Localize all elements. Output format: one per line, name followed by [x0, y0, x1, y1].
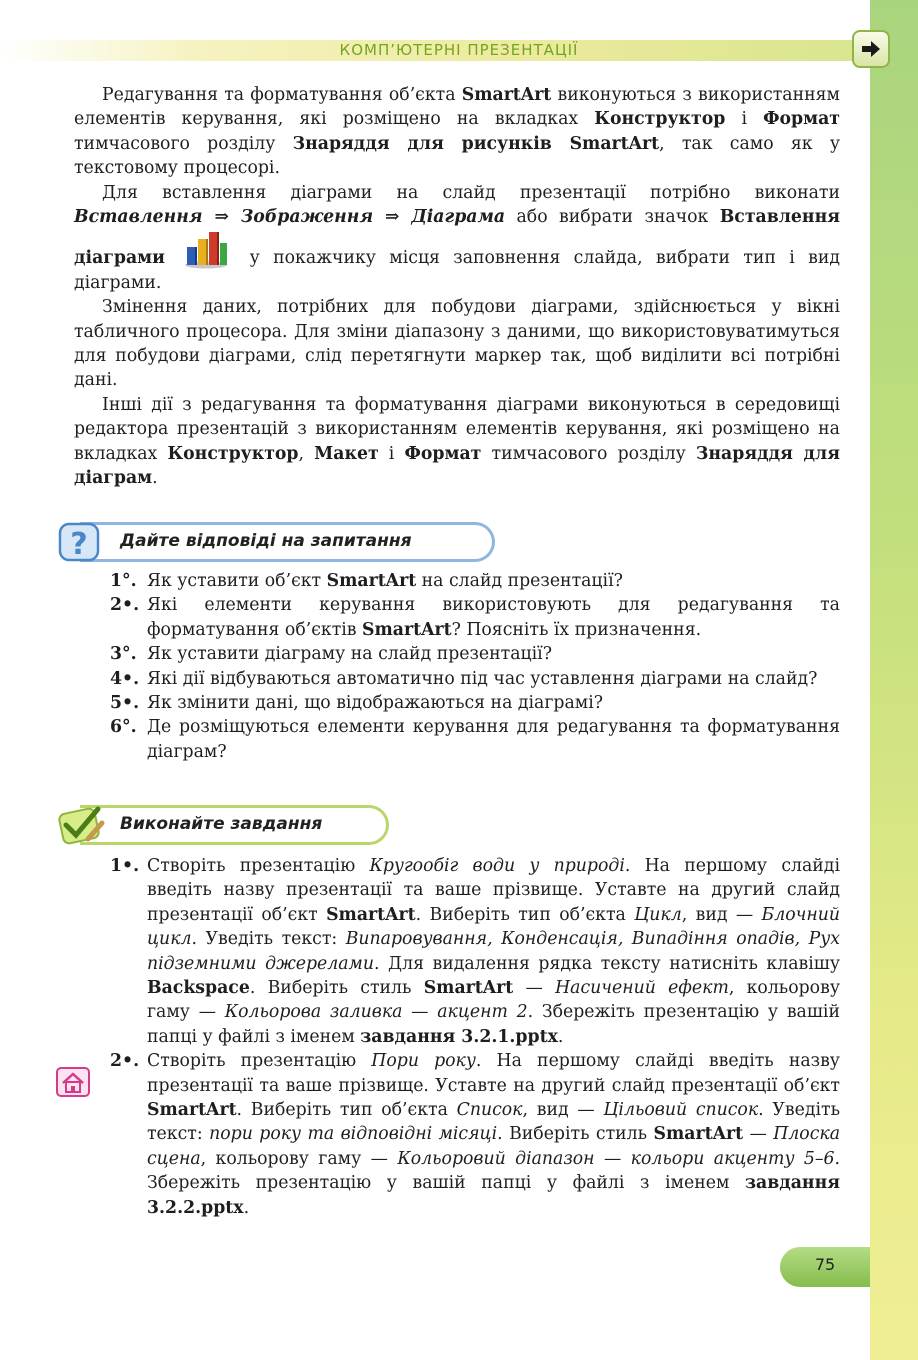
text-run: . — [243, 1197, 250, 1218]
text-run: Де розміщуються елементи керування для редагування та форматування діаграм? — [147, 717, 840, 762]
text-run: Які елементи керування використовують для редагування та форматування об’єктів — [147, 595, 840, 640]
page-number: 75 — [780, 1247, 870, 1287]
text-run: . Уведіть текст: — [147, 1100, 840, 1145]
text-run: SmartArt — [362, 619, 452, 640]
tasks-title: Виконайте завдання — [120, 814, 323, 834]
question-number: 2•. — [110, 595, 140, 616]
checkmark-pencil-icon — [58, 805, 106, 845]
text-run: завдання 3.2.2.pptx — [147, 1173, 840, 1218]
task-text — [147, 1051, 840, 1217]
text-run: , кольорову гаму — — [147, 978, 840, 1023]
text-run: , — [298, 443, 315, 464]
text-run: Змінення даних, потрібних для побудови діаграми, здійснюється у вікні табличного процесора. Для зміни діапазону з даними, що використовуватимуться для побудови діаграми, слід перетягнути маркер так, щоб виділити всі потрібні дані. — [74, 297, 840, 391]
tasks-section-header — [58, 805, 393, 843]
text-run: у покажчику місця заповнення слайда, вибрати тип і вид діаграми. — [74, 248, 840, 293]
text-run: Плоска сцена — [147, 1124, 840, 1169]
text-run: Редагування та форматування об’єкта — [102, 85, 462, 105]
question-number: 3°. — [110, 644, 137, 665]
text-run: Вставлення діаграми — [74, 207, 840, 269]
text-run: SmartArt — [326, 571, 417, 591]
tasks-list — [110, 854, 840, 1220]
intro-paragraph-1 — [74, 83, 840, 181]
text-run: завдання 3.2.1.pptx — [360, 1026, 558, 1047]
text-run: Насичений ефект — [555, 978, 729, 999]
text-run: Макет — [314, 443, 379, 464]
arrow-right-icon — [860, 38, 882, 60]
text-run: Цикл — [634, 904, 682, 925]
text-run: Формат — [404, 443, 482, 464]
insert-chart-icon — [184, 229, 230, 269]
question-item-6 — [110, 715, 840, 764]
text-run: . Уведіть текст: — [191, 929, 346, 950]
question-text — [147, 595, 840, 639]
questions-section-header — [58, 522, 498, 560]
text-run: Пори року — [371, 1051, 476, 1072]
text-run: Конструктор — [167, 443, 299, 464]
text-run: виконуються з використанням елементів керування, які розміщено на вкладках — [74, 85, 840, 130]
text-run: Для вставлення діаграми на слайд презентації потрібно виконати — [102, 182, 840, 203]
text-run: , вид — — [681, 904, 762, 925]
text-run: Backspace — [147, 978, 250, 999]
questions-title: Дайте відповіді на запитання — [120, 531, 412, 551]
text-run: ? Поясніть їх призначення. — [451, 619, 702, 640]
text-run: і — [725, 109, 764, 130]
text-run: — — [513, 978, 556, 999]
question-icon — [58, 522, 102, 562]
questions-list — [110, 569, 840, 764]
text-run: Кругообіг води у природі — [369, 856, 625, 876]
text-run: . Збережіть презентацію у вашій папці у файлі з іменем — [147, 1002, 840, 1047]
svg-text:?: ? — [70, 527, 88, 562]
question-text — [147, 644, 552, 664]
page-header-title: КОМП’ЮТЕРНІ ПРЕЗЕНТАЦІЇ — [339, 41, 579, 59]
text-run: Список — [456, 1100, 523, 1121]
text-run: SmartArt — [326, 904, 416, 925]
text-run: . Для видалення рядка тексту натисніть клавішу — [374, 953, 840, 974]
question-item-4 — [110, 667, 840, 691]
question-number: 1°. — [110, 571, 137, 591]
text-run: і — [378, 443, 405, 464]
intro-paragraph-2 — [74, 181, 840, 296]
next-page-button[interactable] — [852, 30, 890, 68]
text-run: Як змінити дані, що відображаються на діаграмі? — [147, 693, 603, 714]
text-run: Інші дії з редагування та форматування діаграми виконуються в середовищі редактора презентацій з використанням елементів керування, які розміщено на вкладках — [74, 394, 840, 464]
task-number: 2•. — [110, 1051, 140, 1072]
text-run: тимчасового розділу — [74, 133, 293, 154]
question-text — [147, 571, 623, 591]
question-item-2 — [110, 593, 840, 642]
text-run: — — [743, 1124, 774, 1145]
intro-text — [74, 83, 840, 491]
question-item-1 — [110, 569, 840, 593]
home-task-icon — [55, 1066, 91, 1098]
text-run: Кольоровий діапазон — кольори акценту 5–6 — [397, 1148, 835, 1169]
task-number: 1•. — [110, 856, 140, 876]
intro-paragraph-4 — [74, 393, 840, 491]
text-run: Як уставити діаграму на слайд презентації? — [147, 644, 552, 665]
text-run: . Виберіть стиль — [497, 1124, 654, 1145]
question-item-5 — [110, 691, 840, 715]
question-text — [147, 717, 840, 761]
question-number: 4•. — [110, 668, 140, 689]
text-run: . На першому слайді введіть назву презентації та ваше прізвище. Уставте на другий слайд презентації об’єкт — [147, 856, 840, 925]
text-run: пори року та відповідні місяці — [209, 1124, 498, 1145]
text-run: , кольорову гаму — — [200, 1148, 398, 1169]
text-run: або вибрати значок — [505, 207, 720, 228]
text-run: на слайд презентації? — [416, 571, 623, 591]
text-run: Як уставити об’єкт — [147, 571, 327, 591]
text-run: SmartArt — [653, 1124, 744, 1145]
question-number: 5•. — [110, 693, 140, 714]
text-run: . Збережіть презентацію у вашій папці у файлі з іменем — [147, 1148, 841, 1194]
text-run: Створіть презентацію — [147, 1051, 372, 1072]
text-run: , вид — — [522, 1100, 604, 1121]
text-run: Конструктор — [594, 109, 726, 130]
text-run: . Виберіть тип об’єкта — [236, 1100, 457, 1121]
text-run: , так само як у текстовому процесорі. — [74, 133, 840, 179]
text-run: SmartArt — [147, 1100, 237, 1121]
text-run: Вставлення ⇒ Зображення ⇒ Діаграма — [74, 207, 506, 228]
text-run: . На першому слайді введіть назву презентації та ваше прізвище. Уставте на другий слайд презентації об’єкт — [147, 1051, 840, 1096]
text-run: Створіть презентацію — [147, 856, 370, 876]
task-text — [147, 856, 840, 1047]
text-run: Знаряддя для рисунків SmartArt — [292, 133, 660, 154]
question-number: 6°. — [110, 717, 137, 738]
decorative-sidebar — [870, 0, 918, 1360]
text-run: Формат — [763, 109, 840, 130]
text-run: SmartArt — [423, 978, 514, 999]
text-run: . Виберіть стиль — [249, 978, 424, 999]
task-item-1 — [110, 854, 840, 1049]
question-text — [147, 669, 817, 689]
text-run: SmartArt — [461, 85, 552, 105]
text-run: . — [152, 468, 158, 489]
question-item-3 — [110, 642, 840, 666]
intro-paragraph-3 — [74, 295, 840, 393]
question-text — [147, 693, 603, 713]
text-run: Блочний цикл — [147, 904, 840, 950]
text-run: . Виберіть тип об’єкта — [415, 904, 635, 925]
text-run: тимчасового розділу — [481, 443, 696, 464]
text-run: Випаровування, Конденсація, Випадіння опадів, Рух підземними джерелами — [147, 929, 840, 974]
task-item-2 — [110, 1049, 840, 1220]
text-run: Кольорова заливка — акцент 2 — [224, 1002, 528, 1023]
text-run: Знаряддя для діаграм — [74, 443, 841, 489]
text-run: Які дії відбуваються автоматично під час уставлення діаграми на слайд? — [147, 668, 818, 689]
text-run: . — [557, 1026, 564, 1047]
text-run: Цільовий список — [603, 1100, 759, 1121]
